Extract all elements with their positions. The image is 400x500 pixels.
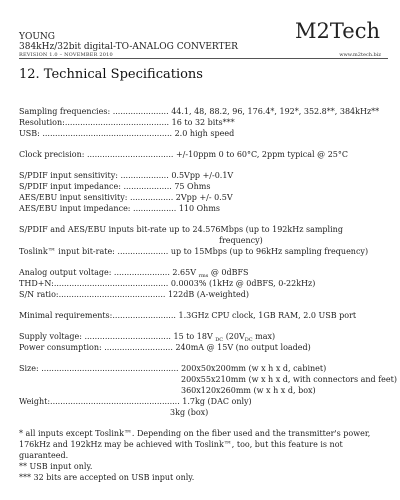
spec-value: 44.1, 48, 88.2, 96, 176.4*, 192*, 352.8**, 384kHz** <box>171 107 380 116</box>
spec-row-weight <box>19 396 391 407</box>
spec-label: S/PDIF input sensitivity: ................... <box>19 171 169 180</box>
spec-row-sampling <box>19 106 391 117</box>
spec-value: 15 to 18V <box>173 332 213 341</box>
spec-value: 1.3GHz CPU clock, 1GB RAM, 2.0 USB port <box>178 311 357 320</box>
spec-list <box>19 106 397 418</box>
spec-label: S/PDIF input impedance: ................... <box>19 182 172 191</box>
spec-value: 122dB (A-weighted) <box>167 290 249 299</box>
spec-label: AES/EBU input sensitivity: ................. <box>19 193 174 202</box>
spec-row-min-requirements <box>19 310 391 321</box>
spec-row-thd <box>19 278 391 289</box>
website-url: www.m2tech.biz <box>339 52 381 58</box>
spec-value: 0.5Vpp +/-0.1V <box>171 171 234 180</box>
spec-label: Power consumption: ........................... <box>19 343 173 352</box>
spec-value: 2.0 high speed <box>174 129 235 138</box>
spec-row-bitrate-continued: frequency) <box>219 236 263 245</box>
spec-value: 16 to 32 bits*** <box>171 118 235 127</box>
spec-row-aes-impedance <box>19 203 391 214</box>
footnote-3: *** 32 bits are accepted on USB input only. <box>19 473 195 482</box>
footnotes <box>19 428 391 483</box>
spec-value: 240mA @ 15V (no output loaded) <box>175 343 311 352</box>
spec-value: 75 Ohms <box>174 182 211 191</box>
brand-logo: M2Tech <box>295 19 380 43</box>
document-header <box>19 19 389 58</box>
spec-row-analog-output <box>19 267 391 278</box>
spec-value-tail: max) <box>255 332 276 341</box>
spec-value: 200x50x200mm (w x h x d, cabinet) <box>181 364 327 373</box>
spec-row-sn-ratio <box>19 289 391 300</box>
spec-label: Minimal requirements:......................... <box>19 311 176 320</box>
spec-value: 2Vpp +/- 0.5V <box>175 193 233 202</box>
spec-label: THD+N:............................................. <box>19 279 169 288</box>
spec-label: S/N ratio:.......................................... <box>19 290 166 299</box>
product-name: YOUNG <box>19 32 55 42</box>
spec-label: Size: ...................................................... <box>19 364 179 373</box>
spec-value: +/-10ppm 0 to 60°C, 2ppm typical @ 25°C <box>175 150 348 159</box>
spec-label: Resolution:......................................... <box>19 118 170 127</box>
spec-row-size-3: 360x120x260mm (w x h x d, box) <box>181 386 316 395</box>
spec-value-tail: @ 0dBFS <box>210 268 249 277</box>
spec-value: 2.65V <box>172 268 197 277</box>
spec-subscript: rms <box>198 273 209 279</box>
spec-row-weight-2: 3kg (box) <box>170 408 209 417</box>
spec-value-mid: (20V <box>225 332 245 341</box>
spec-label: Supply voltage: .................................. <box>19 332 171 341</box>
header-divider <box>19 58 388 59</box>
spec-value: 110 Ohms <box>178 204 221 213</box>
spec-value: up to 15Mbps (up to 96kHz sampling frequency) <box>170 247 369 256</box>
spec-row-usb <box>19 128 391 139</box>
spec-label: AES/EBU input impedance: ................. <box>19 204 177 213</box>
spec-label: Sampling frequencies: ...................... <box>19 107 169 116</box>
spec-row-power <box>19 342 391 353</box>
footnote-1: * all inputs except Toslink™. Depending on the fiber used and the transmitter's power, 176kHz and 192kHz may be achieved with Toslink™, too, but this feature is not guaranteed. <box>19 429 371 460</box>
spec-row-size-2: 200x55x210mm (w x h x d, with connectors and feet) <box>181 375 397 384</box>
spec-row-clock <box>19 149 391 160</box>
spec-row-spdif-sensitivity <box>19 170 391 181</box>
footnote-2: ** USB input only. <box>19 462 93 471</box>
spec-row-resolution <box>19 117 391 128</box>
spec-row-size <box>19 363 391 374</box>
spec-row-spdif-impedance <box>19 181 391 192</box>
spec-value: 1.7kg (DAC only) <box>182 397 252 406</box>
spec-label: Clock precision: .................................. <box>19 150 174 159</box>
spec-label: USB: ................................................... <box>19 129 173 138</box>
revision-info: REVISION 1.0 – NOVEMBER 2010 <box>19 52 113 58</box>
spec-row-toslink <box>19 246 391 257</box>
spec-label: Toslink™ input bit-rate: .................... <box>19 247 169 256</box>
spec-row-bitrate: S/PDIF and AES/EBU inputs bit-rate up to 24.576Mbps (up to 192kHz sampling <box>19 225 343 234</box>
spec-label: Weight:................................................... <box>19 397 180 406</box>
spec-label: Analog output voltage: ...................... <box>19 268 170 277</box>
spec-row-aes-sensitivity <box>19 192 391 203</box>
spec-subscript: DC <box>244 337 253 343</box>
spec-row-supply-voltage <box>19 331 391 342</box>
product-subtitle: 384kHz/32bit digital-TO-ANALOG CONVERTER <box>19 42 238 52</box>
spec-value: 0.0003% (1kHz @ 0dBFS, 0-22kHz) <box>170 279 316 288</box>
section-title: 12. Technical Specifications <box>19 67 203 82</box>
spec-subscript: DC <box>215 337 224 343</box>
